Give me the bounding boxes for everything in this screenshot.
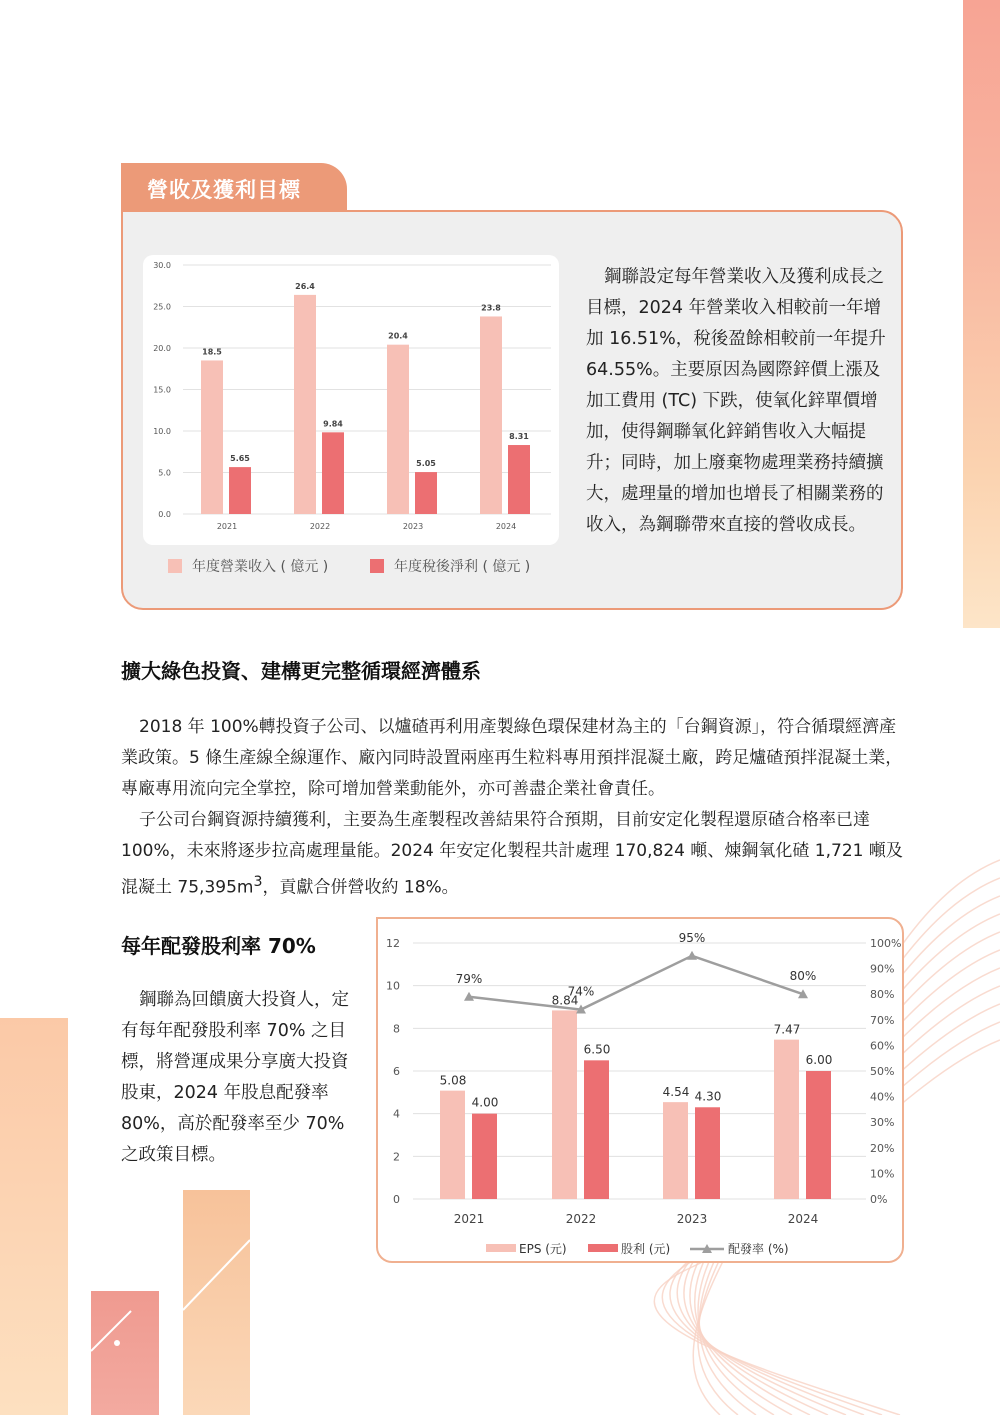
data-label-eps: 4.54 — [662, 1085, 690, 1100]
paragraph-text-tail: ，貢獻合併營收約 18%。 — [262, 877, 459, 898]
green-investment-paragraph-1 — [121, 712, 909, 805]
x-tick-label: 2021 — [453, 1212, 485, 1226]
bar-revenue — [294, 295, 316, 514]
payout-ratio-marker — [687, 951, 697, 960]
bar-net-profit — [322, 432, 344, 514]
decorative-bar-short — [91, 1291, 159, 1415]
dividend-heading: 每年配發股利率 70% — [121, 934, 316, 958]
bar-eps — [440, 1091, 465, 1199]
y-tick-label: 0.0 — [158, 510, 171, 519]
y-tick-label-right: 80% — [870, 988, 895, 1002]
payout-ratio-line — [469, 956, 803, 1010]
x-tick-label: 2023 — [402, 522, 424, 531]
legend-net-profit — [370, 556, 530, 576]
y-tick-label-right: 50% — [870, 1065, 895, 1078]
revenue-profit-bar-chart — [143, 255, 559, 545]
data-label-revenue: 26.4 — [295, 281, 315, 291]
data-label-eps: 8.84 — [551, 993, 579, 1008]
paragraph-text: 2018 年 100%轉投資子公司、以爐碴再利用產製綠色環保建材為主的「台鋼資源」，符合循環經濟產業政策。5 條生產線全線運作、廠內同時設置兩座再生粒料專用預拌混凝土廠，跨足爐碴預拌混凝土業，專廠專用流向完全掌控，除可增加營業動能外，亦可善盡企業社會責任。 — [121, 717, 903, 799]
data-label-payout-ratio: 74% — [567, 984, 595, 999]
bar-eps — [774, 1040, 799, 1199]
x-tick-label: 2021 — [216, 522, 238, 531]
legend-label-revenue: 年度營業收入 ( 億元 ) — [192, 559, 329, 575]
bar-net-profit — [415, 472, 437, 514]
y-tick-label-left: 10 — [386, 979, 400, 993]
data-label-dividend: 4.30 — [694, 1089, 722, 1104]
legend-swatch-dividend — [588, 1244, 618, 1252]
y-tick-label-left: 0 — [393, 1193, 400, 1206]
y-tick-label-left: 8 — [393, 1022, 400, 1036]
y-tick-label-right: 0% — [870, 1193, 888, 1206]
data-label-net-profit: 8.31 — [509, 432, 529, 442]
bar-eps — [663, 1102, 688, 1199]
y-tick-label: 30.0 — [153, 261, 171, 270]
data-label-payout-ratio: 95% — [678, 930, 706, 945]
x-tick-label: 2023 — [676, 1212, 708, 1226]
legend-label-net-profit: 年度稅後淨利 ( 億元 ) — [394, 559, 531, 575]
bar-net-profit — [508, 445, 530, 514]
data-label-net-profit: 9.84 — [323, 419, 343, 429]
paragraph-text-main: 子公司台鋼資源持續獲利，主要為生產製程改善結果符合預期，目前安定化製程還原碴合格率已達 100%，未來將逐步拉高處理量能。2024 年安定化製程共計處理 170,824 噸、煉鋼氧化碴 1,721 噸及混凝土 75,395m — [121, 810, 903, 898]
x-tick-label: 2022 — [309, 522, 331, 531]
superscript-cubic: 3 — [253, 874, 263, 890]
legend-label-dividend: 股利 (元) — [621, 1242, 671, 1256]
data-label-dividend: 6.50 — [583, 1042, 611, 1057]
legend-swatch-net-profit — [370, 559, 384, 573]
revenue-chart-card — [143, 255, 559, 545]
y-tick-label-left: 6 — [393, 1065, 400, 1078]
x-tick-label: 2024 — [495, 522, 517, 531]
revenue-summary-paragraph: 鋼聯設定每年營業收入及獲利成長之目標，2024 年營業收入相較前一年增加 16.51%，稅後盈餘相較前一年提升 64.55%。主要原因為國際鋅價上漲及加工費用 (TC) 下跌，使氧化鋅單價增加，使得鋼聯氧化鋅銷售收入大幅提升；同時，加上廢棄物處理業務持續擴大，處理量的增加也增長了相關業務的收入，為鋼聯帶來直接的營收成長。 — [586, 267, 886, 535]
data-label-revenue: 18.5 — [202, 347, 222, 357]
y-tick-label-right: 100% — [870, 937, 902, 950]
bar-dividend — [695, 1107, 720, 1199]
y-tick-label: 10.0 — [153, 427, 171, 436]
green-investment-heading: 擴大綠色投資、建構更完整循環經濟體系 — [121, 659, 481, 683]
green-investment-paragraph-2 — [121, 805, 909, 904]
bar-dividend — [584, 1060, 609, 1199]
data-label-eps: 5.08 — [439, 1073, 467, 1088]
decorative-block-left — [0, 1018, 68, 1415]
data-label-dividend: 6.00 — [805, 1053, 833, 1067]
data-label-net-profit: 5.05 — [416, 459, 436, 469]
y-tick-label-left: 12 — [386, 937, 400, 950]
y-tick-label-right: 60% — [870, 1039, 895, 1053]
revenue-summary-text — [586, 262, 886, 541]
bar-revenue — [201, 360, 223, 514]
legend-label-payout-ratio: 配發率 (%) — [728, 1242, 789, 1256]
legend-swatch-eps — [486, 1244, 516, 1252]
bar-net-profit — [229, 467, 251, 514]
y-tick-label-right: 40% — [870, 1090, 895, 1104]
y-tick-label: 15.0 — [153, 385, 171, 395]
data-label-net-profit: 5.65 — [230, 454, 250, 464]
y-tick-label-right: 90% — [870, 962, 895, 976]
data-label-payout-ratio: 80% — [789, 969, 817, 984]
y-tick-label-right: 30% — [870, 1116, 895, 1130]
data-label-revenue: 23.8 — [481, 303, 501, 313]
legend-label-eps: EPS (元) — [519, 1242, 567, 1256]
legend-revenue — [168, 556, 328, 576]
decorative-bar-tall — [183, 1190, 250, 1415]
y-tick-label-left: 4 — [393, 1107, 400, 1121]
data-label-dividend: 4.00 — [471, 1095, 499, 1110]
bar-eps — [552, 1010, 577, 1199]
y-tick-label-right: 20% — [870, 1141, 895, 1155]
section-tab-revenue-profit — [121, 163, 347, 211]
x-tick-label: 2024 — [787, 1212, 819, 1226]
legend-swatch-revenue — [168, 559, 182, 573]
dividend-chart-box — [376, 917, 904, 1263]
data-label-revenue: 20.4 — [388, 331, 408, 341]
y-tick-label: 20.0 — [153, 344, 171, 353]
y-tick-label-left: 2 — [393, 1150, 400, 1164]
section-tab-title: 營收及獲利目標 — [147, 178, 301, 202]
x-tick-label: 2022 — [565, 1212, 597, 1226]
dividend-paragraph: 鋼聯為回饋廣大投資人，定有每年配發股利率 70% 之目標，將營運成果分享廣大投資股東，2024 年股息配發率 80%，高於配發率至少 70% 之政策目標。 — [121, 990, 349, 1165]
data-label-payout-ratio: 79% — [455, 971, 483, 986]
bar-dividend — [472, 1114, 497, 1199]
y-tick-label: 25.0 — [153, 302, 171, 312]
dividend-text — [121, 985, 349, 1171]
data-label-eps: 7.47 — [773, 1022, 801, 1037]
decorative-gradient-bar-right — [963, 0, 1000, 628]
y-tick-label-right: 70% — [870, 1013, 895, 1027]
y-tick-label: 5.0 — [158, 468, 171, 478]
y-tick-label-right: 10% — [870, 1167, 895, 1181]
eps-dividend-chart — [378, 919, 902, 1261]
bar-dividend — [806, 1071, 831, 1199]
bar-revenue — [387, 345, 409, 514]
bar-revenue — [480, 316, 502, 514]
